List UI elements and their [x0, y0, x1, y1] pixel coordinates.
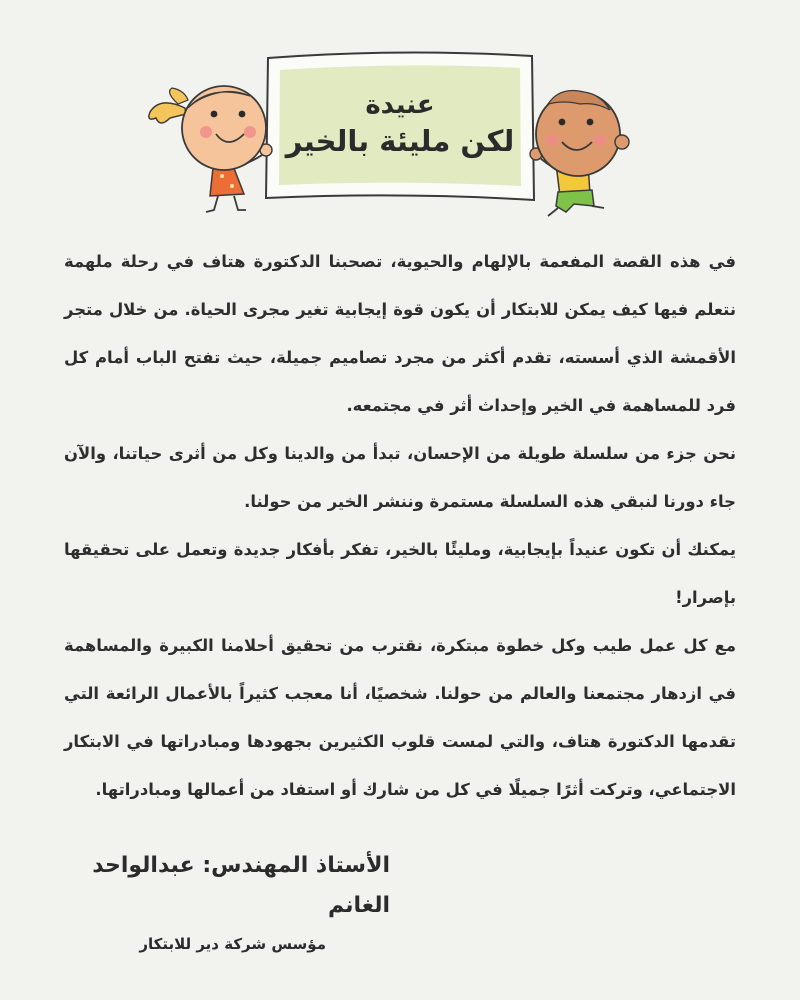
banner-text — [280, 70, 520, 180]
banner-subtitle: لكن مليئة بالخير — [285, 123, 515, 158]
paragraph-intro: في هذه القصة المفعمة بالإلهام والحيوية، تصحبنا الدكتورة هتاف في رحلة ملهمة نتعلم فيها كيف يمكن للابتكار أن يكون قوة إيجابية تغير مجرى الحياة. من خلال متجر الأقمشة الذي أسسته، تقدم أكثر من مجرد تصاميم جميلة، حيث تفتح الباب أمام كل فرد للمساهمة في الخير وإحداث أثر في مجتمعه. — [64, 252, 736, 415]
paragraph-chain-of-kindness: نحن جزء من سلسلة طويلة من الإحسان، تبدأ من والدينا وكل من أثرى حياتنا، والآن جاء دورنا لنبقي هذه السلسلة مستمرة وننشر الخير من حولنا. — [64, 444, 736, 511]
paragraph-closing: مع كل عمل طيب وكل خطوة مبتكرة، نقترب من تحقيق أحلامنا الكبيرة والمساهمة في ازدهار مجتمعنا والعالم من حولنا. شخصيًا، أنا معجب كثيراً بالأعمال الرائعة التي تقدمها الدكتورة هتاف، والتي لمست قلوب الكثيرين بجهودها ومبادراتها في الابتكار الاجتماعي، وتركت أثرًا جميلًا في كل من شارك أو استفاد من أعمالها ومبادراتها. — [64, 636, 736, 799]
header-illustration — [0, 0, 800, 230]
signature-block — [60, 846, 390, 962]
signature-title: مؤسس شركة دير للابتكار — [139, 935, 326, 953]
paragraph-be-stubborn: يمكنك أن تكون عنيداً بإيجابية، ومليئًا بالخير، تفكر بأفكار جديدة وتعمل على تحقيقها بإصرار! — [64, 540, 736, 607]
girl-character-icon — [149, 86, 272, 212]
signature-name: الأستاذ المهندس: عبدالواحد الغانم — [92, 853, 390, 918]
boy-character-icon — [530, 91, 629, 217]
letter-body — [64, 238, 736, 814]
banner-title: عنيدة — [365, 90, 435, 121]
